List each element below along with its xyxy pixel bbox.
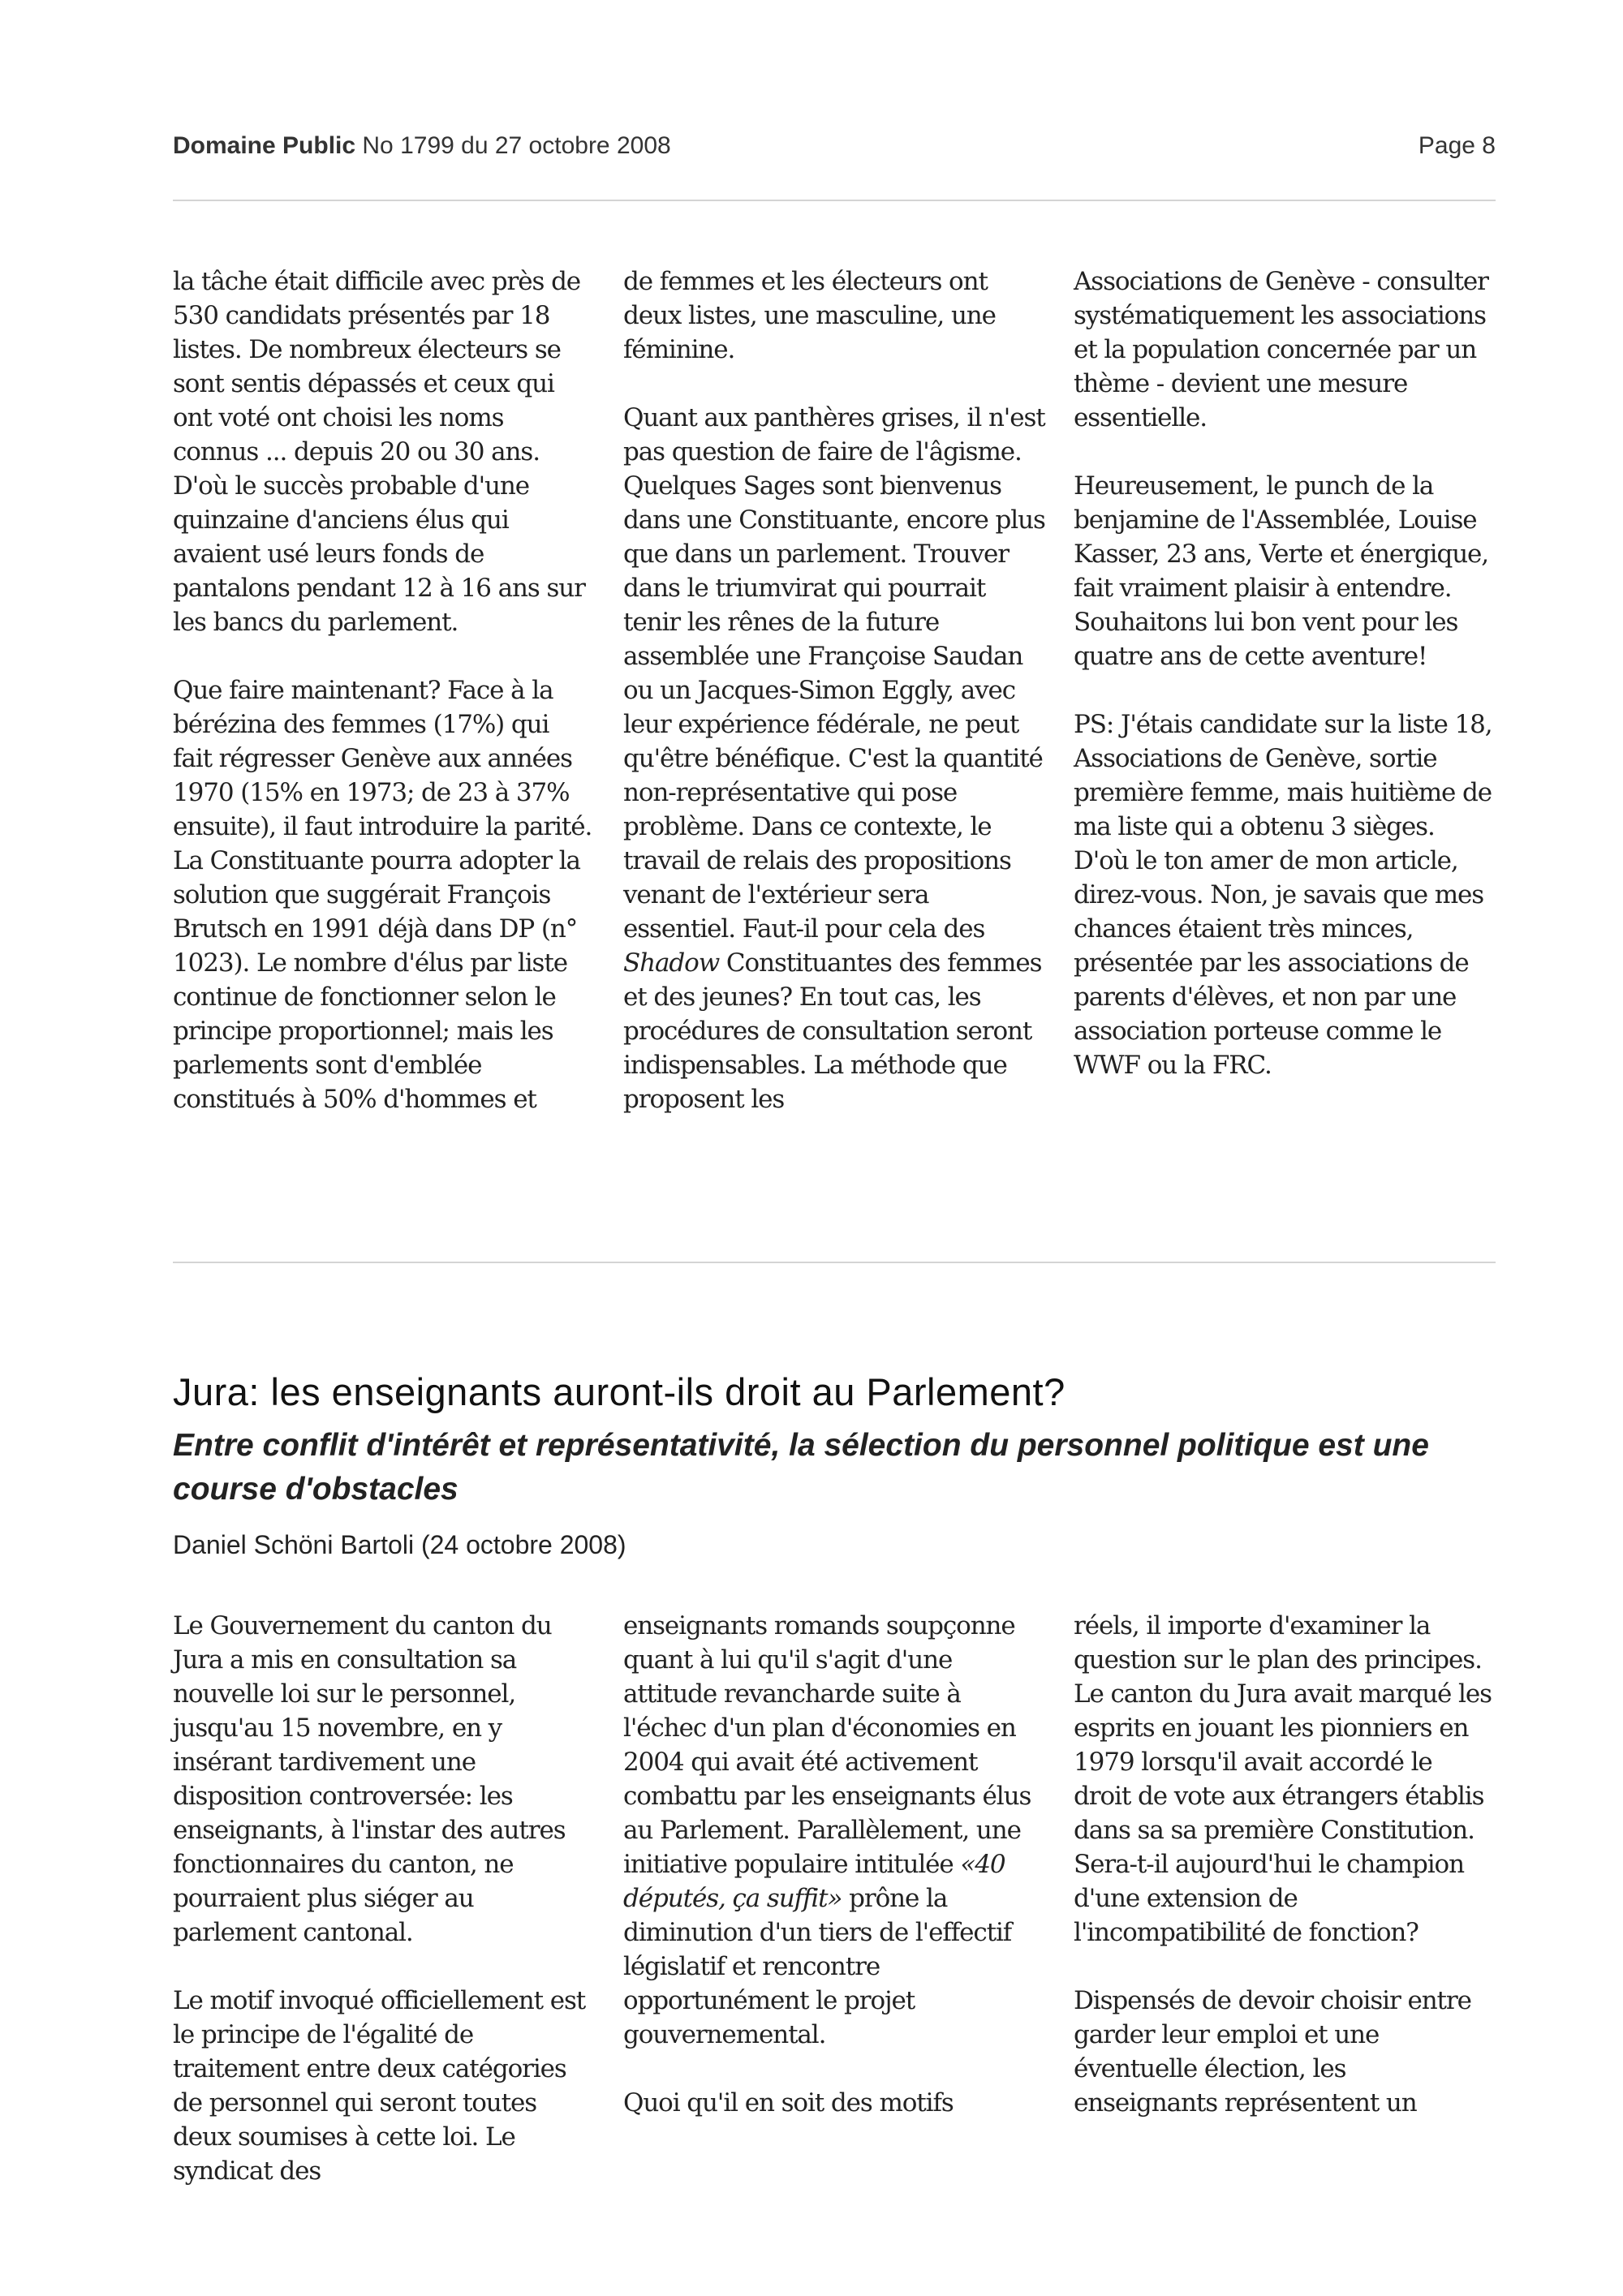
paragraph: Dispensés de devoir choisir entre garder leur emploi et une éventuelle élection, les enseignants représentent un <box>1074 1986 1471 2118</box>
article-subtitle: Entre conflit d'intérêt et représentativité, la sélection du personnel politique est une course d'obstacles <box>173 1428 1429 1507</box>
emphasis-text: «40 députés, ça suffit» <box>623 1850 1005 1913</box>
article-2-column-1 <box>173 1609 595 2188</box>
paragraph: PS: J'étais candidate sur la liste 18, Associations de Genève, sortie première femme, mais huitième de ma liste qui a obtenu 3 sièges. D'où le ton amer de mon article, direz-vous. Non, je savais que mes chances étaient très minces, présentée par les associations de parents d'élèves, et non par une association porteuse comme le WWF ou la FRC. <box>1074 710 1492 1080</box>
paragraph-text: Constituantes des femmes et des jeunes? En tout cas, les procédures de consultation seront indispensables. La méthode que proposent les <box>623 948 1042 1114</box>
header-divider <box>173 200 1496 201</box>
article-2-columns <box>173 1609 1496 2188</box>
page-header <box>173 132 1496 168</box>
article-byline: Daniel Schöni Bartoli (24 octobre 2008) <box>173 1530 626 1559</box>
emphasis-text: Shadow <box>623 948 720 978</box>
paragraph: réels, il importe d'examiner la question sur le plan des principes. Le canton du Jura avait marqué les esprits en jouant les pionniers en 1979 lorsqu'il avait accordé le droit de vote aux étrangers établis dans sa sa première Constitution. Sera-t-il aujourd'hui le champion d'une extension de l'incompatibilité de fonction? <box>1074 1611 1492 1947</box>
paragraph: de femmes et les électeurs ont deux listes, une masculine, une féminine. <box>623 267 996 364</box>
publication-name: Domaine Public <box>173 132 356 159</box>
paragraph: Associations de Genève - consulter systématiquement les associations et la population concernée par un thème - devient une mesure essentielle. <box>1074 267 1488 432</box>
article-2-column-3 <box>1074 1609 1496 2120</box>
article-1-column-3 <box>1074 264 1496 1082</box>
article-title: Jura: les enseignants auront-ils droit au Parlement? <box>173 1370 1065 1413</box>
article-1-column-1 <box>173 264 595 1116</box>
page-number: Page 8 <box>1418 132 1496 159</box>
paragraph-text: enseignants romands soupçonne quant à lui qu'il s'agit d'une attitude revancharde suite à l'échec d'un plan d'économies en 2004 qui avait été activement combattu par les enseignants élus au Parlement. Parallèlement, une initiative populaire intitulée <box>623 1611 1031 1879</box>
section-divider <box>173 1262 1496 1263</box>
paragraph-text: prône la diminution d'un tiers de l'effectif législatif et rencontre opportunément le projet gouvernemental. <box>623 1884 1012 2049</box>
article-2-column-2 <box>623 1609 1045 2120</box>
paragraph: Heureusement, le punch de la benjamine de l'Assemblée, Louise Kasser, 23 ans, Verte et énergique, fait vraiment plaisir à entendre. Souhaitons lui bon vent pour les quatre ans de cette aventure! <box>1074 471 1489 671</box>
paragraph: Le motif invoqué officiellement est le principe de l'égalité de traitement entre deux catégories de personnel qui seront toutes deux soumises à cette loi. Le syndicat des <box>173 1986 586 2186</box>
paragraph: la tâche était difficile avec près de 530 candidats présentés par 18 listes. De nombreux électeurs se sont sentis dépassés et ceux qui ont voté ont choisi les noms connus ... depuis 20 ou 30 ans. D'où le succès probable d'une quinzaine d'anciens élus qui avaient usé leurs fonds de pantalons pendant 12 à 16 ans sur les bancs du parlement. <box>173 267 585 637</box>
article-1-columns <box>173 264 1496 1116</box>
paragraph: Le Gouvernement du canton du Jura a mis en consultation sa nouvelle loi sur le personnel, jusqu'au 15 novembre, en y insérant tardivement une disposition controversée: les enseignants, à l'instar des autres fonctionnaires du canton, ne pourraient plus siéger au parlement cantonal. <box>173 1611 566 1947</box>
paragraph: Quoi qu'il en soit des motifs <box>623 2088 954 2118</box>
article-1-column-2 <box>623 264 1045 1116</box>
paragraph <box>623 401 1045 1116</box>
issue-info: No 1799 du 27 octobre 2008 <box>362 132 671 159</box>
paragraph-text: Quant aux panthères grises, il n'est pas question de faire de l'âgisme. Quelques Sages sont bienvenus dans une Constituante, encore plus que dans un parlement. Trouver dans le triumvirat qui pourrait tenir les rênes de la future assemblée une Françoise Saudan ou un Jacques-Simon Eggly, avec leur expérience fédérale, ne peut qu'être bénéfique. C'est la quantité non-représentative qui pose problème. Dans ce contexte, le travail de relais des propositions venant de l'extérieur sera essentiel. Faut-il pour cela des <box>623 403 1045 944</box>
paragraph: Que faire maintenant? Face à la bérézina des femmes (17%) qui fait régresser Genève aux années 1970 (15% en 1973; de 23 à 37% ensuite), il faut introduire la parité. La Constituante pourra adopter la solution que suggérait François Brutsch en 1991 déjà dans DP (n° 1023). Le nombre d'élus par liste continue de fonctionner selon le principe proportionnel; mais les parlements sont d'emblée constitués à 50% d'hommes et <box>173 676 592 1114</box>
paragraph <box>623 1609 1045 2052</box>
